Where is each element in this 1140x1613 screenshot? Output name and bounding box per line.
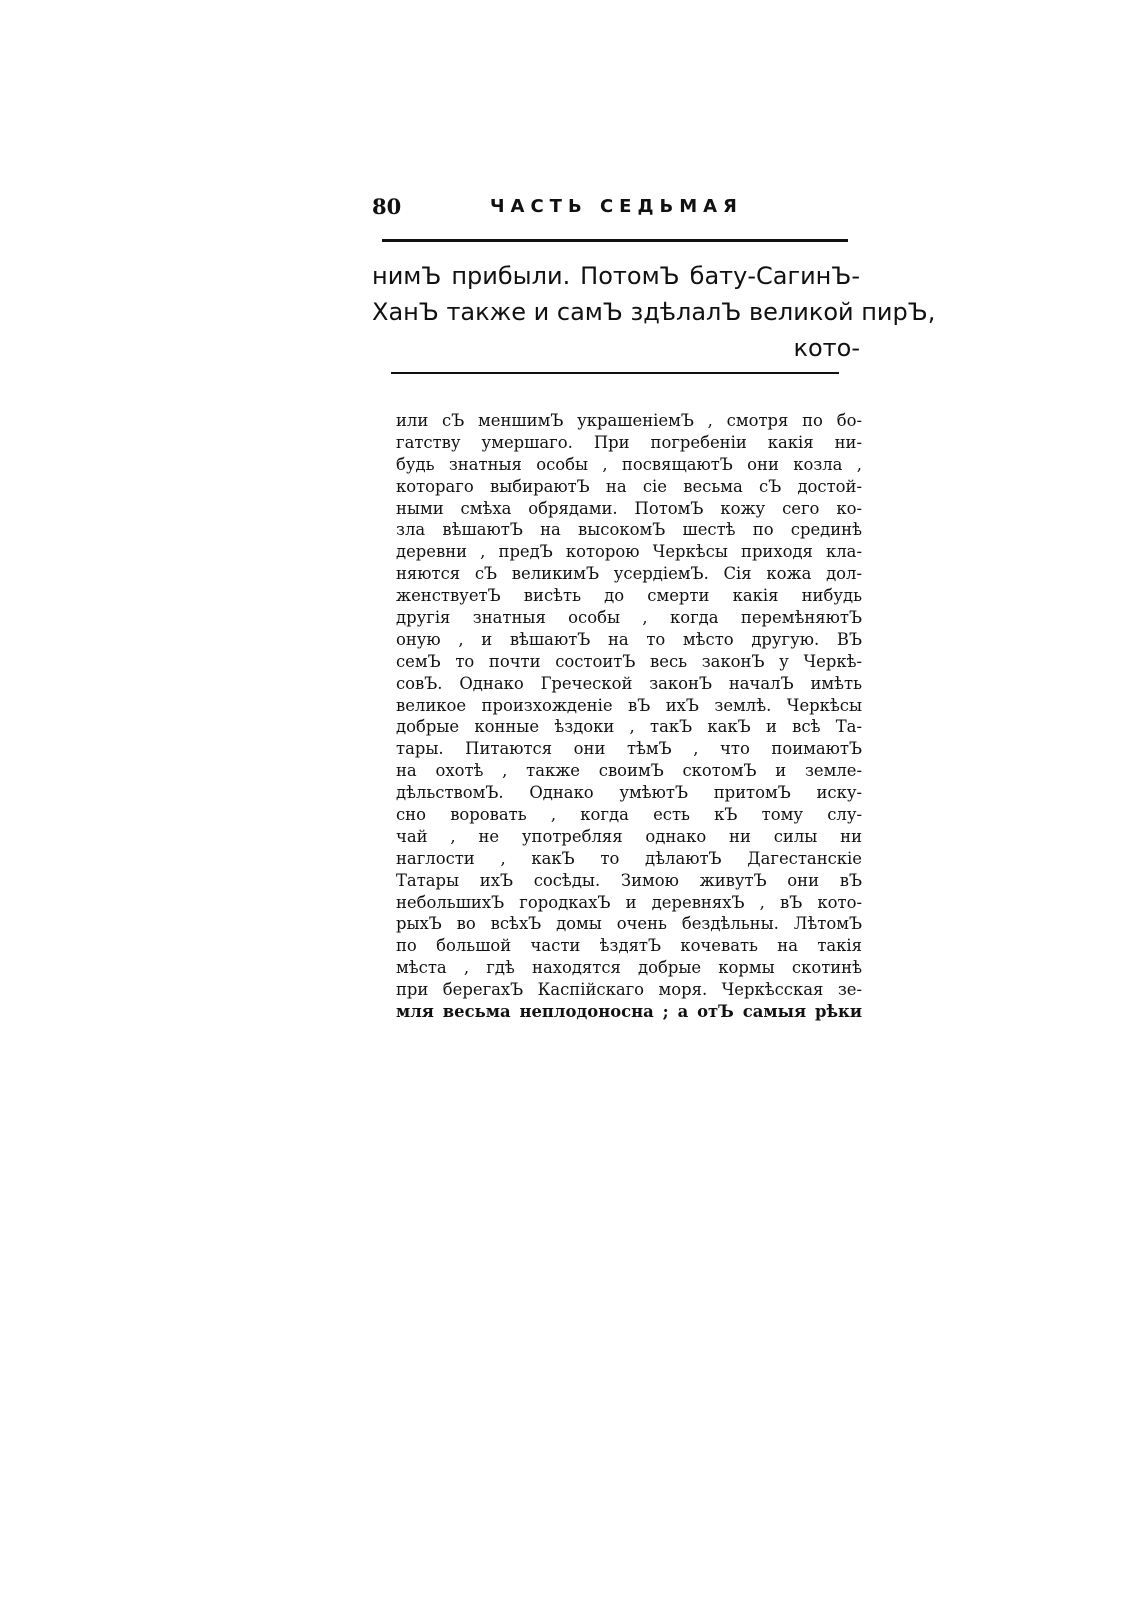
body-line: гатству умершаго. При погребенiи какiя ни- <box>396 432 862 452</box>
body-line: другiя знатныя особы , когда перемѣняютЪ <box>396 608 862 628</box>
section-rule <box>391 372 839 374</box>
body-line: семЪ то почти состоитЪ весь законЪ у Черкѣ- <box>396 651 862 671</box>
body-line: совЪ. Однако Греческой законЪ началЪ имѣть <box>396 673 862 693</box>
body-line: тары. Питаются они тѣмЪ , что поимаютЪ <box>396 739 862 759</box>
catchword-line: кото- <box>793 334 860 362</box>
body-line: небольшихЪ городкахЪ и деревняхЪ , вЪ кото- <box>396 892 862 912</box>
body-line: Татары ихЪ сосѣды. Зимою живутЪ они вЪ <box>396 870 862 890</box>
running-title: ЧАСТЬ СЕДЬМАЯ <box>490 196 743 217</box>
body-line: наглости , какЪ то дѣлаютЪ Дагестанскiе <box>396 848 862 868</box>
body-line: по большой части ѣздятЪ кочевать на такiя <box>396 936 862 956</box>
body-line: при берегахЪ Каспiйскаго моря. Черкѣсская зе- <box>396 980 862 1000</box>
page-number: 80 <box>372 194 402 219</box>
body-line: котораго выбираютЪ на сiе весьма сЪ достой- <box>396 476 862 496</box>
catchword-block <box>372 258 936 366</box>
body-line: оную , и вѣшаютЪ на то мѣсто другую. ВЪ <box>396 629 862 649</box>
body-line: будь знатныя особы , посвящаютЪ они козла , <box>396 454 862 474</box>
body-line: добрые конные ѣздоки , такЪ какЪ и всѣ Та- <box>396 717 862 737</box>
header-rule <box>382 239 848 242</box>
body-line: деревни , предЪ которою Черкѣсы приходя кла- <box>396 542 862 562</box>
body-line: дѣльствомЪ. Однако умѣютЪ притомЪ иску- <box>396 783 862 803</box>
catchword-line: нимЪ прибыли. ПотомЪ бату-СагинЪ- <box>372 262 860 290</box>
body-line: чай , не употребляя однако ни силы ни <box>396 826 862 846</box>
body-line: ными смѣха обрядами. ПотомЪ кожу сего ко- <box>396 498 862 518</box>
body-line: сно воровать , когда есть кЪ тому слу- <box>396 805 862 825</box>
body-line: женствуетЪ висѣть до смерти какiя нибудь <box>396 586 862 606</box>
body-line: мля весьма неплодоносна ; а отЪ самыя рѣки <box>396 1002 862 1022</box>
catchword-line: ХанЪ также и самЪ здѣлалЪ великой пирЪ, <box>372 298 936 326</box>
body-text <box>396 410 862 1023</box>
body-line: рыхЪ во всѣхЪ домы очень бездѣльны. ЛѣтомЪ <box>396 914 862 934</box>
body-line: мѣста , гдѣ находятся добрые кормы скотинѣ <box>396 958 862 978</box>
body-line: зла вѣшаютЪ на высокомЪ шестѣ по срединѣ <box>396 520 862 540</box>
body-line: на охотѣ , также своимЪ скотомЪ и земле- <box>396 761 862 781</box>
body-line: или сЪ меншимЪ украшенiемЪ , смотря по бо- <box>396 411 862 430</box>
body-line: няются сЪ великимЪ усердiемЪ. Сiя кожа дол- <box>396 564 862 584</box>
running-head <box>372 193 847 229</box>
body-line: великое произхожденiе вЪ ихЪ землѣ. Черкѣсы <box>396 695 862 715</box>
